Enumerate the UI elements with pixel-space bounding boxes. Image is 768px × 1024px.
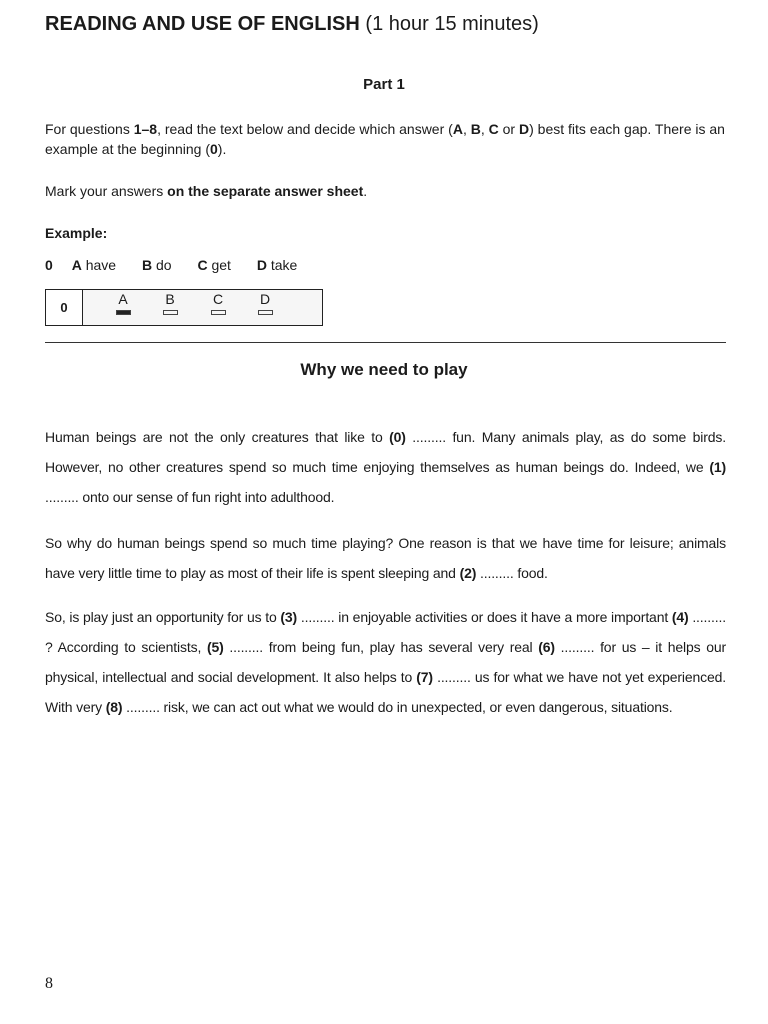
answer-cell-a: A bbox=[111, 291, 135, 315]
example-options bbox=[45, 255, 297, 275]
part-title: Part 1 bbox=[363, 76, 405, 93]
page-number: 8 bbox=[45, 975, 53, 992]
example-label: Example: bbox=[45, 225, 108, 241]
example-number: 0 bbox=[45, 257, 53, 273]
section-divider bbox=[45, 342, 726, 343]
page-title bbox=[45, 13, 539, 36]
example-option-b: B do bbox=[141, 257, 172, 273]
page-title-bold: READING AND USE OF ENGLISH bbox=[45, 13, 360, 35]
example-answer-box bbox=[45, 289, 323, 326]
answer-box-number: 0 bbox=[46, 290, 83, 325]
paragraph-1: Human beings are not the only creatures that like to (0) ......... fun. Many animals play, as do some birds. However, no other creatures spend so much time enjoying themselves as human beings do. Indeed, we (1) ......... onto our sense of fun right into adulthood. bbox=[45, 429, 726, 505]
paragraph-2: So why do human beings spend so much time playing? One reason is that we have time for leisure; animals have very little time to play as most of their life is spent sleeping and (2) ......... food. bbox=[45, 535, 726, 581]
paragraph-3: So, is play just an opportunity for us to (3) ......... in enjoyable activities or does it have a more important (4) ......... ? According to scientists, (5) ......... from being fun, play has several very real (6) ......... for us – it helps our physical, intellectual and social development. It also helps to (7) ......... us for what we have not yet experienced. With very (8) ......... risk, we can act out what we would do in unexpected, or even dangerous, situations. bbox=[45, 609, 727, 715]
answer-cell-c: C bbox=[206, 291, 230, 315]
answer-cell-b: B bbox=[158, 291, 182, 315]
example-option-c: C get bbox=[197, 257, 231, 273]
answer-box-grid bbox=[83, 290, 322, 325]
example-option-d: D take bbox=[256, 257, 298, 273]
answer-lozenge-filled bbox=[116, 310, 131, 315]
mark-instruction: Mark your answers on the separate answer sheet. bbox=[45, 183, 368, 199]
page-title-duration: (1 hour 15 minutes) bbox=[365, 13, 539, 35]
answer-cell-d: D bbox=[253, 291, 277, 315]
answer-lozenge-empty bbox=[258, 310, 273, 315]
answer-lozenge-empty bbox=[163, 310, 178, 315]
answer-lozenge-empty bbox=[211, 310, 226, 315]
text-title: Why we need to play bbox=[300, 360, 468, 379]
instructions-intro: For questions 1–8, read the text below and decide which answer (A, B, C or D) best fits each gap. There is an example at the beginning (0). bbox=[45, 121, 725, 157]
example-option-a: A have bbox=[71, 257, 117, 273]
